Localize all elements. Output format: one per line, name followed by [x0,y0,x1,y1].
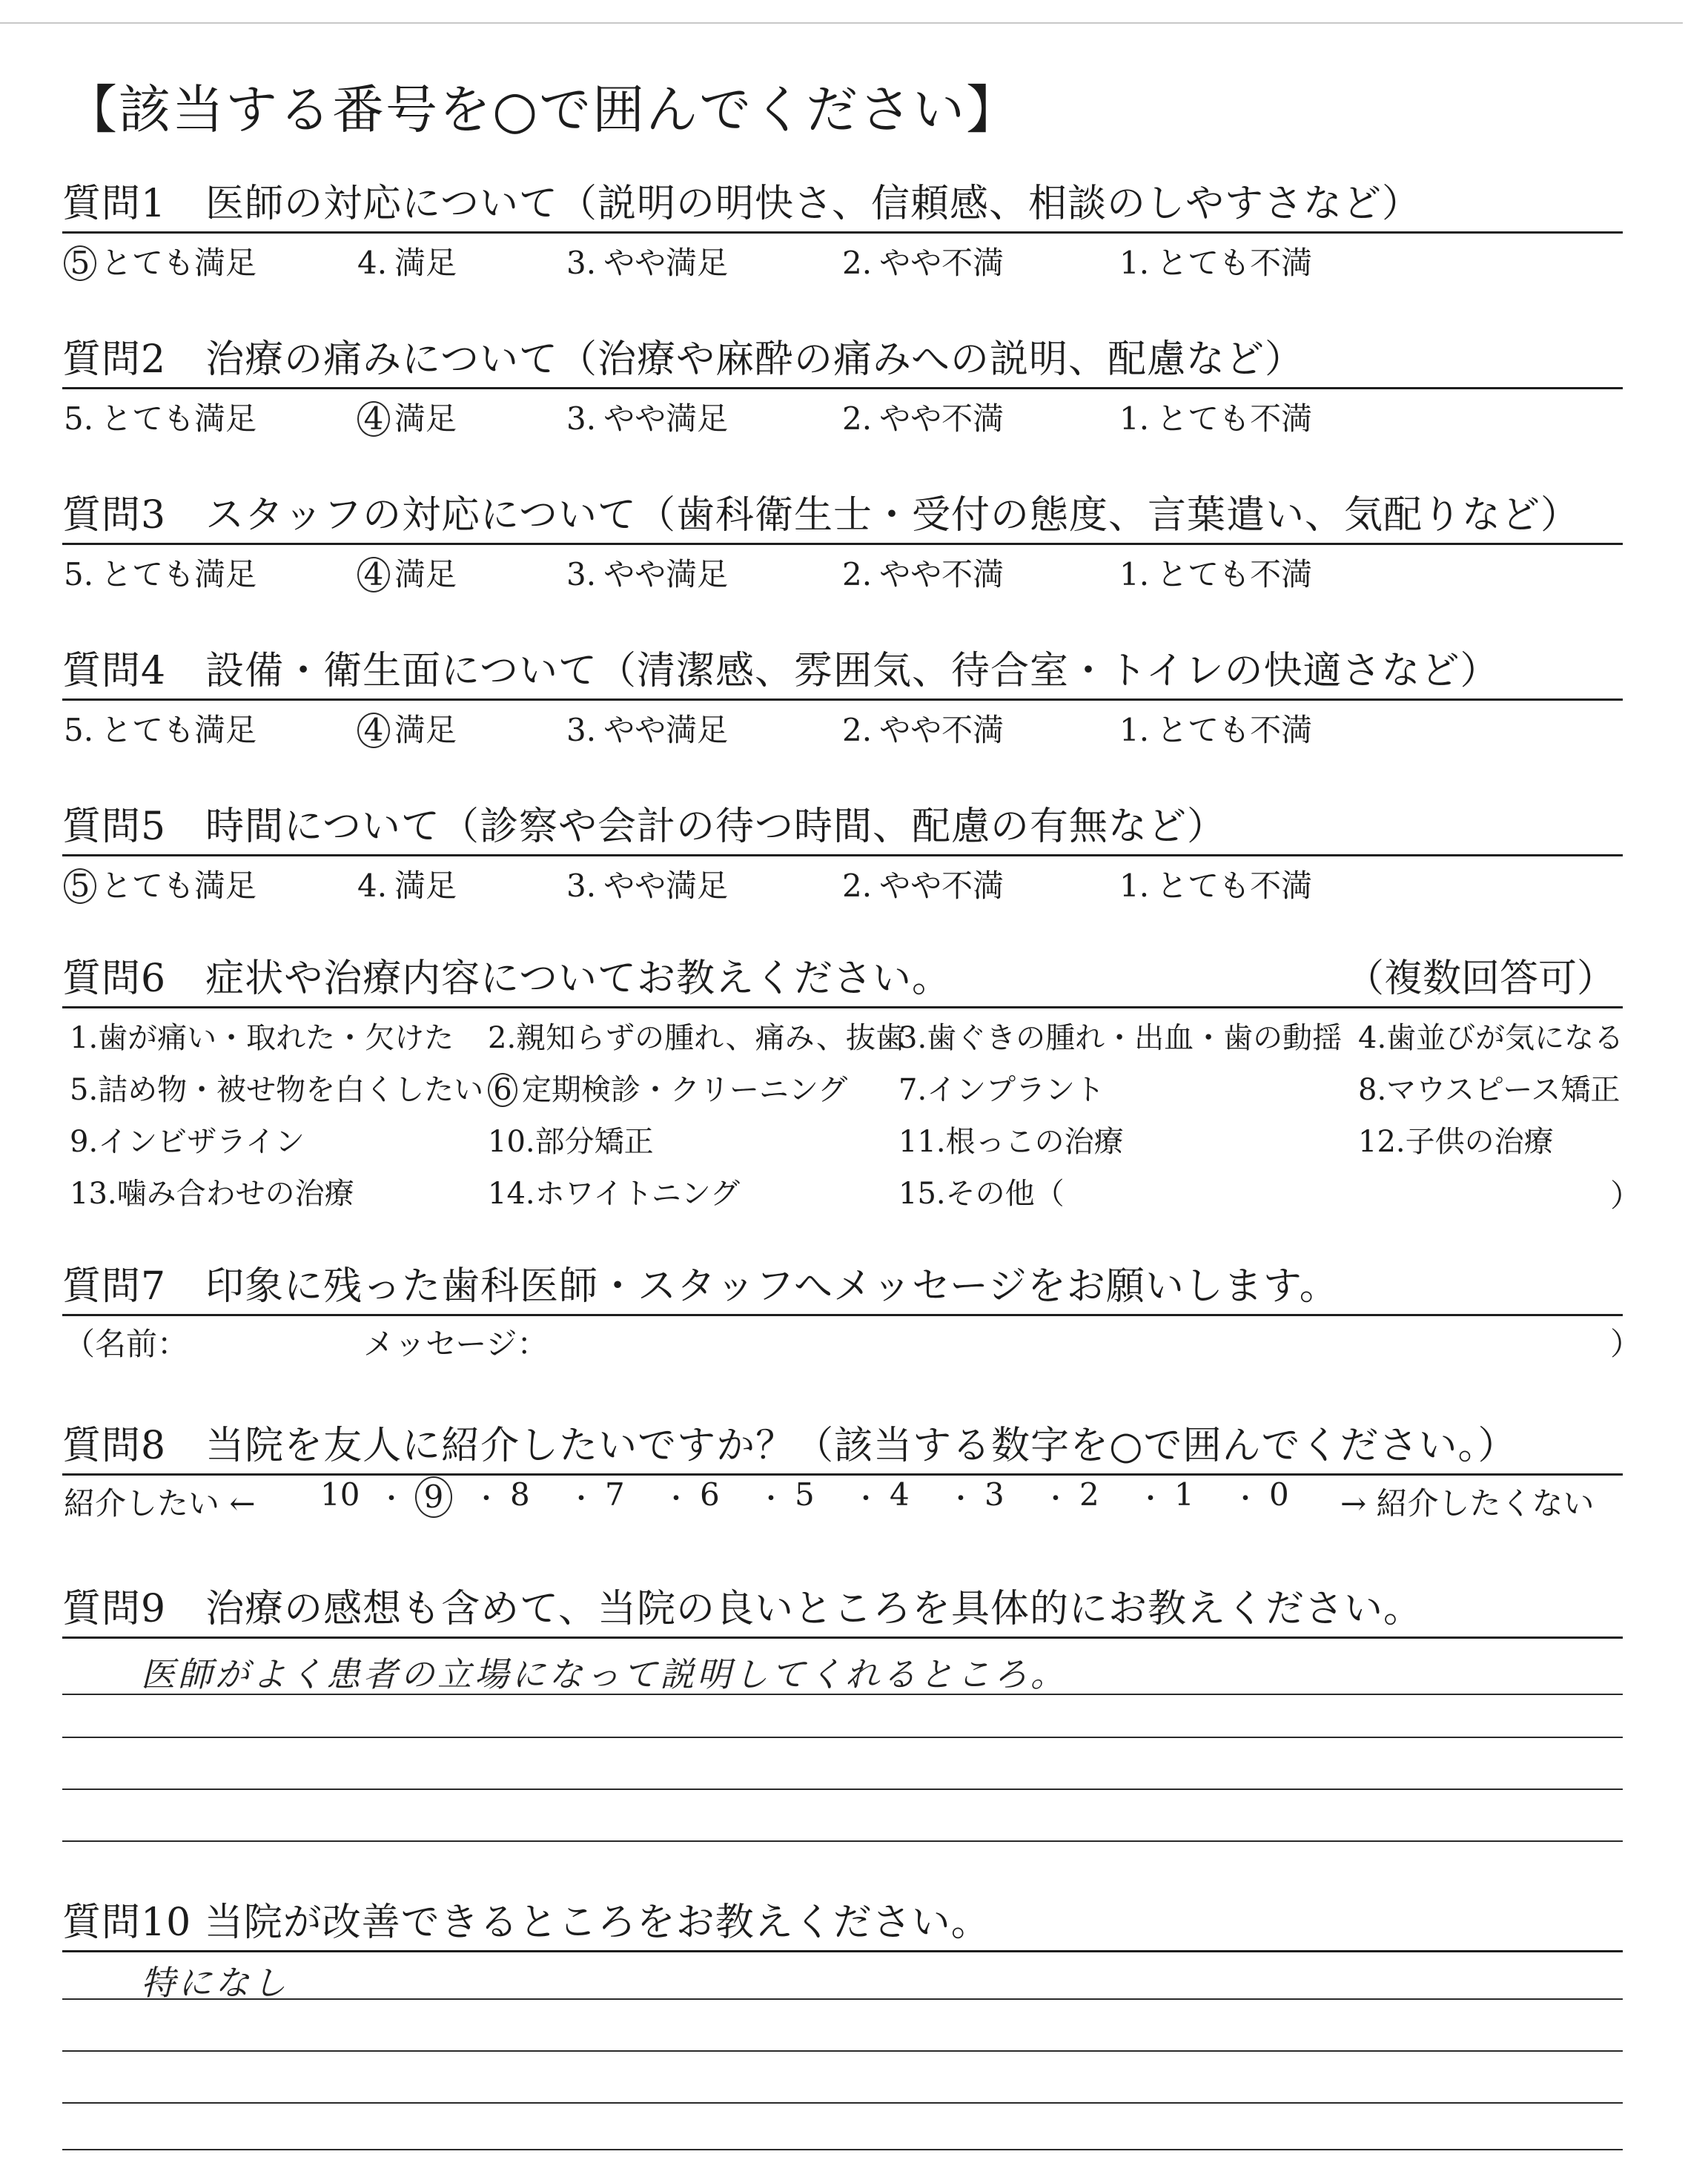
q6-option[interactable] [1358,1066,1620,1109]
q10-header [62,1889,1623,1952]
q6-option[interactable] [488,1066,847,1109]
q2-label: 質問2 治療の痛みについて（治療や麻酔の痛みへの説明、配慮など） [62,337,1305,382]
option-text: 歯ぐきの腫れ・出血・歯の動揺 [927,1021,1343,1055]
q1-option[interactable] [566,239,728,283]
q1-rule [62,231,1623,234]
q7-label: 質問7 印象に残った歯科医師・スタッフへメッセージをお願いします。 [62,1264,1339,1309]
page-title: 【該当する番号を○で囲んでください】 [65,79,1020,140]
option-text: 定期検診・クリーニング [522,1073,848,1107]
option-number: 10. [488,1125,535,1159]
q8-rule [62,1473,1623,1476]
option-text: やや不満 [879,712,1004,748]
option-text: 歯並びが気になる [1386,1021,1624,1055]
option-number: 13. [70,1177,117,1211]
q6-option[interactable] [70,1170,354,1212]
q6-rule [62,1006,1623,1008]
option-number: 3. [566,245,597,281]
option-text: とても不満 [1156,245,1313,281]
option-number: 3. [566,400,597,437]
q4-option[interactable] [842,706,1004,750]
option-text: 噛み合わせの治療 [116,1177,354,1211]
option-number: 1. [1119,245,1150,281]
option-number: 4. [1358,1021,1387,1055]
scale-separator: ・ [663,1484,690,1514]
option-number: 4. [357,868,388,904]
option-number: 2. [842,400,873,437]
option-number: 8. [1358,1073,1387,1107]
q3-option[interactable] [357,550,457,595]
option-number: 5 [64,245,96,281]
option-text: 満足 [394,400,457,437]
q6-option[interactable] [70,1066,483,1109]
q9-header [62,1576,1623,1639]
option-number: 1. [70,1021,99,1055]
q3-option[interactable] [1119,550,1312,595]
option-text: ホワイトニング [534,1177,741,1211]
option-number: 2. [842,245,873,281]
q2-option[interactable] [842,394,1004,439]
q9-rule [62,1636,1623,1639]
scale-separator: ・ [758,1484,785,1514]
q6-option[interactable] [898,1066,1105,1109]
q6-option[interactable] [70,1014,454,1057]
q6-header [62,945,1623,1008]
option-number: 11. [898,1125,946,1159]
option-text: 満足 [394,712,457,748]
q5-option[interactable] [64,862,256,906]
q4-rule [62,698,1623,701]
q2-option[interactable] [64,394,256,439]
q1-option[interactable] [1119,239,1312,283]
option-number: 6 [488,1073,517,1107]
q6-close-paren: ） [1610,1178,1642,1214]
q8-scale-option[interactable]: 10 [320,1476,360,1513]
scale-separator: ・ [568,1484,595,1514]
option-number: 5 [64,868,96,904]
scale-separator: ・ [1042,1484,1070,1514]
option-text: やや満足 [603,712,729,748]
option-number: 4 [357,713,390,748]
option-number: 4 [357,401,390,437]
q6-option[interactable] [488,1014,905,1057]
option-text: とても満足 [101,556,257,592]
q8-header [62,1413,1623,1476]
q6-multiple-note: （複数回答可） [1345,957,1615,1001]
option-text: やや満足 [603,556,729,592]
q5-option[interactable] [357,862,457,906]
option-text: 部分矯正 [534,1125,654,1159]
q1-label: 質問1 医師の対応について（説明の明快さ、信頼感、相談のしやすさなど） [62,182,1421,226]
option-text: インプラント [927,1073,1105,1107]
q9-answer-line [62,1694,1623,1695]
q7-rule [62,1314,1623,1316]
q1-header [62,171,1623,234]
option-text: インビザライン [98,1125,305,1159]
q7-message-label: メッセージ： [363,1326,549,1362]
q9-answer-line [62,1840,1623,1842]
option-number: 15. [898,1177,946,1211]
option-text: マウスピース矯正 [1386,1073,1621,1107]
q8-left-label: 紹介したい ← [64,1485,256,1522]
option-number: 5. [64,556,94,592]
option-text: やや満足 [603,868,729,904]
q10-label: 質問10 当院が改善できるところをお教えください。 [62,1900,990,1945]
option-text: 満足 [394,245,457,281]
q4-header [62,638,1623,701]
option-number: 7. [898,1073,927,1107]
option-text: 子供の治療 [1405,1125,1554,1159]
option-number: 2. [488,1021,517,1055]
q5-option[interactable] [842,862,1004,906]
option-text: とても不満 [1156,400,1313,437]
q8-scale-option[interactable]: 4 [890,1476,910,1513]
q3-option[interactable] [566,550,728,595]
q5-label: 質問5 時間について（診察や会計の待つ時間、配慮の有無など） [62,805,1227,849]
scale-separator: ・ [378,1484,406,1514]
option-text: やや不満 [879,556,1004,592]
option-text: 歯が痛い・取れた・欠けた [98,1021,454,1055]
option-number: 4. [357,245,388,281]
q8-scale-option[interactable]: 3 [984,1476,1004,1513]
option-number: 3. [566,712,597,748]
option-number: 2. [842,556,873,592]
q2-option[interactable] [566,394,728,439]
q7-close-paren: ） [1610,1326,1642,1362]
option-number: 14. [488,1177,535,1211]
option-text: とても不満 [1156,868,1313,904]
option-number: 5. [70,1073,99,1107]
option-number: 4 [357,557,390,592]
q2-rule [62,387,1623,389]
scale-separator: ・ [473,1484,500,1514]
option-text: とても不満 [1156,556,1313,592]
option-text: やや満足 [603,245,729,281]
q5-header [62,793,1623,856]
q8-scale-option[interactable]: 6 [700,1476,720,1513]
q10-answer-line [62,1998,1623,2000]
q8-scale-option[interactable]: 0 [1269,1476,1289,1513]
scale-separator: ・ [947,1484,975,1514]
q7-header [62,1253,1623,1316]
q6-option[interactable] [488,1170,740,1212]
scale-separator: ・ [1137,1484,1165,1514]
q1-option[interactable] [842,239,1004,283]
q10-answer-line [62,2149,1623,2150]
q6-option[interactable] [1358,1118,1554,1160]
q6-option[interactable] [1358,1014,1623,1057]
option-number: 3. [566,868,597,904]
option-number: 2. [842,712,873,748]
q8-scale-option[interactable]: 8 [510,1476,530,1513]
q5-option[interactable] [1119,862,1312,906]
scale-separator: ・ [853,1484,880,1514]
q1-option[interactable] [64,239,256,283]
option-number: 1. [1119,400,1150,437]
option-text: とても不満 [1156,712,1313,748]
option-text: とても満足 [101,868,257,904]
q8-scale-option[interactable]: 5 [795,1476,815,1513]
q8-scale-option[interactable]: 1 [1174,1476,1194,1513]
q6-option[interactable] [898,1118,1124,1160]
q8-scale-option[interactable]: 2 [1079,1476,1099,1513]
q2-option[interactable] [357,394,457,439]
option-text: 満足 [394,868,457,904]
q3-header [62,482,1623,545]
q8-scale-option[interactable]: 7 [605,1476,625,1513]
option-text: その他（ [945,1177,1065,1211]
q6-option[interactable] [70,1118,305,1160]
q10-rule [62,1950,1623,1952]
option-text: 親知らずの腫れ、痛み、抜歯 [516,1021,905,1055]
scale-separator: ・ [1232,1484,1260,1514]
q4-option[interactable] [566,706,728,750]
q9-handwritten-answer: 医師がよく患者の立場になって説明してくれるところ。 [141,1654,1068,1694]
q8-scale-option[interactable]: 9 [415,1476,452,1518]
q4-option[interactable] [64,706,256,750]
option-text: やや不満 [879,400,1004,437]
option-text: やや満足 [603,400,729,437]
option-text: やや不満 [879,245,1004,281]
option-text: 根っこの治療 [945,1125,1124,1159]
option-number: 2. [842,868,873,904]
q8-label: 質問8 当院を友人に紹介したいですか？（該当する数字を○で囲んでください。） [62,1424,1517,1468]
option-number: 1. [1119,868,1150,904]
q7-name-label: （名前： [64,1326,189,1362]
q3-rule [62,543,1623,545]
q9-label: 質問9 治療の感想も含めて、当院の良いところを具体的にお教えください。 [62,1587,1423,1631]
q3-option[interactable] [842,550,1004,595]
q4-label: 質問4 設備・衛生面について（清潔感、雰囲気、待合室・トイレの快適さなど） [62,649,1500,693]
q3-label: 質問3 スタッフの対応について（歯科衛生士・受付の態度、言葉遣い、気配りなど） [62,493,1580,538]
q8-right-label: → 紹介したくない [1340,1485,1595,1522]
q10-handwritten-answer: 特になし [141,1963,289,2003]
q9-answer-line [62,1789,1623,1790]
q1-option[interactable] [357,239,457,283]
q6-option[interactable] [898,1170,1065,1212]
q9-answer-line [62,1737,1623,1738]
option-number: 1. [1119,556,1150,592]
q6-label: 質問6 症状や治療内容についてお教えください。 [62,957,952,1001]
option-text: やや不満 [879,868,1004,904]
q5-rule [62,854,1623,856]
option-number: 5. [64,400,94,437]
option-number: 5. [64,712,94,748]
q4-option[interactable] [1119,706,1312,750]
option-text: とても満足 [101,712,257,748]
q6-option[interactable] [898,1014,1342,1057]
q2-header [62,326,1623,389]
q5-option[interactable] [566,862,728,906]
option-number: 9. [70,1125,99,1159]
option-text: とても満足 [101,400,257,437]
option-number: 12. [1358,1125,1406,1159]
scan-edge [0,22,1683,24]
q10-answer-line [62,2050,1623,2052]
option-text: とても満足 [101,245,257,281]
option-number: 3. [898,1021,927,1055]
q2-option[interactable] [1119,394,1312,439]
q3-option[interactable] [64,550,256,595]
option-text: 満足 [394,556,457,592]
q6-option[interactable] [488,1118,654,1160]
option-number: 3. [566,556,597,592]
option-number: 1. [1119,712,1150,748]
q4-option[interactable] [357,706,457,750]
option-text: 詰め物・被せ物を白くしたい [98,1073,484,1107]
q10-answer-line [62,2102,1623,2104]
